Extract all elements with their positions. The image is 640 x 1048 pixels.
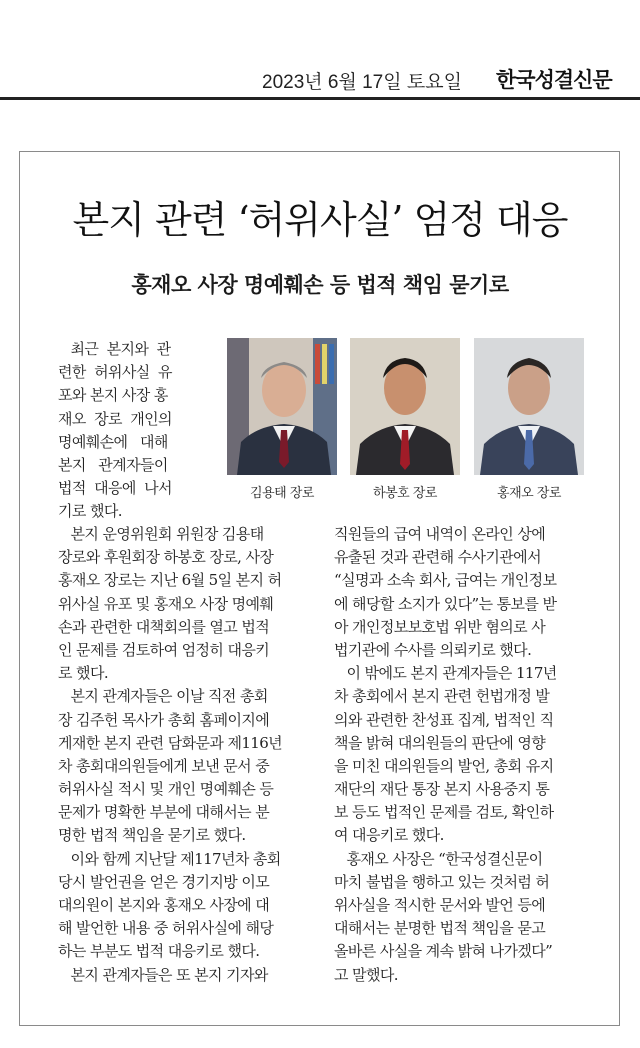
body-text-line: 유출된 것과 관련해 수사기관에서 bbox=[334, 548, 541, 567]
lead-text-line: 최근 본지와 관 bbox=[58, 340, 171, 358]
portrait-photo-ha bbox=[350, 338, 460, 475]
body-text-line: 게재한 본지 관련 담화문과 제116년 bbox=[58, 733, 283, 752]
body-text-line: 대해서는 분명한 법적 책임을 묻고 bbox=[334, 919, 546, 938]
portrait-photo-kim bbox=[227, 338, 337, 475]
body-text-line: 명한 법적 책임을 묻기로 했다. bbox=[58, 826, 246, 845]
article-body-column-1 bbox=[58, 523, 316, 987]
body-text-line: 로 했다. bbox=[58, 664, 109, 683]
article-lead-column bbox=[58, 338, 208, 524]
caption-hong: 홍재오 장로 bbox=[497, 486, 561, 501]
article-body-column-2 bbox=[334, 523, 592, 987]
body-text-line: “실명과 소속 회사, 급여는 개인정보 bbox=[334, 571, 557, 590]
body-text-line: 이 밖에도 본지 관계자들은 117년 bbox=[334, 664, 557, 683]
body-text-line: 본지 관계자들은 또 본지 기자와 bbox=[58, 965, 268, 984]
lead-text-line: 기로 했다. bbox=[58, 502, 122, 521]
body-text-line: 장로와 후원회장 하봉호 장로, 사장 bbox=[58, 548, 274, 567]
body-text-line: 대의원이 본지와 홍재오 사장에 대 bbox=[58, 896, 270, 914]
body-text-line: 해 발언한 내용 중 허위사실에 해당 bbox=[58, 919, 274, 938]
body-text-line: 차 총회대의원들에게 보낸 문서 중 bbox=[58, 756, 270, 775]
body-text-line: 을 미친 대의원들의 발언, 총회 유지 bbox=[334, 756, 554, 775]
body-text-line: 본지 운영위원회 위원장 김용태 bbox=[58, 525, 264, 543]
body-text-line: 허위사실 적시 및 개인 명예훼손 등 bbox=[58, 780, 274, 799]
body-text-line: 보 등도 법적인 문제를 검토, 확인하 bbox=[334, 803, 554, 822]
body-text-line: 홍재오 사장은 “한국성결신문이 bbox=[334, 849, 543, 868]
caption-kim: 김용태 장로 bbox=[250, 486, 314, 501]
body-text-line: 본지 관계자들은 이날 직전 총회 bbox=[58, 687, 268, 706]
body-text-line: 문제가 명확한 부분에 대해서는 분 bbox=[58, 803, 270, 822]
body-text-line: 고 말했다. bbox=[334, 965, 398, 984]
body-text-line: 에 해당할 소지가 있다”는 통보를 받 bbox=[334, 594, 557, 613]
masthead-rule bbox=[0, 97, 640, 100]
body-text-line: 위사실을 적시한 문서와 발언 등에 bbox=[334, 896, 546, 914]
body-text-line: 이와 함께 지난달 제117년차 총회 bbox=[58, 849, 281, 868]
body-text-line: 위사실 유포 및 홍재오 사장 명예훼 bbox=[58, 594, 274, 613]
body-text-line: 아 개인정보보호법 위반 혐의로 사 bbox=[334, 617, 546, 636]
body-text-line: 당시 발언권을 얻은 경기지방 이모 bbox=[58, 872, 270, 891]
caption-ha: 하봉호 장로 bbox=[373, 486, 437, 501]
body-text-line: 차 총회에서 본지 관련 헌법개정 발 bbox=[334, 687, 550, 706]
article-subheadline: 홍재오 사장 명예훼손 등 법적 책임 묻기로 bbox=[131, 273, 509, 297]
body-text-line: 법기관에 수사를 의뢰키로 했다. bbox=[334, 640, 532, 659]
portrait-photo-hong bbox=[474, 338, 584, 475]
body-text-line: 여 대응키로 했다. bbox=[334, 826, 444, 845]
body-text-line: 손과 관련한 대책회의를 열고 법적 bbox=[58, 617, 270, 636]
lead-text-line: 재오 장로 개인의 bbox=[58, 409, 172, 428]
lead-text-line: 련한 허위사실 유 bbox=[58, 363, 172, 382]
body-text-line: 마치 불법을 행하고 있는 것처럼 허 bbox=[334, 872, 550, 891]
body-text-line: 하는 부분도 법적 대응키로 했다. bbox=[58, 942, 260, 961]
body-text-line: 장 김주헌 목사가 총회 홈페이지에 bbox=[58, 710, 270, 729]
body-text-line: 재단의 재단 통장 본지 사용중지 통 bbox=[334, 780, 550, 799]
lead-text-line: 명예훼손에 대해 bbox=[58, 432, 168, 451]
body-text-line: 인 문제를 검토하여 엄정히 대응키 bbox=[58, 640, 270, 659]
body-text-line: 홍재오 장로는 지난 6월 5일 본지 허 bbox=[58, 571, 282, 590]
article-headline: 본지 관련 ‘허위사실’ 엄정 대응 bbox=[72, 198, 568, 242]
lead-text-line: 법적 대응에 나서 bbox=[58, 479, 172, 498]
body-text-line: 의와 관련한 찬성표 집계, 법적인 직 bbox=[334, 710, 554, 729]
lead-text-line: 본지 관계자들이 bbox=[58, 455, 168, 474]
body-text-line: 책을 밝혀 대의원들의 판단에 영향 bbox=[334, 733, 546, 752]
body-text-line: 올바른 사실을 계속 밝혀 나가겠다” bbox=[334, 942, 553, 961]
newspaper-logo: 한국성결신문 bbox=[496, 68, 612, 92]
publication-date: 2023년 6월 17일 토요일 bbox=[262, 72, 462, 93]
body-text-line: 직원들의 급여 내역이 온라인 상에 bbox=[334, 525, 546, 543]
lead-text-line: 포와 본지 사장 홍 bbox=[58, 386, 168, 405]
